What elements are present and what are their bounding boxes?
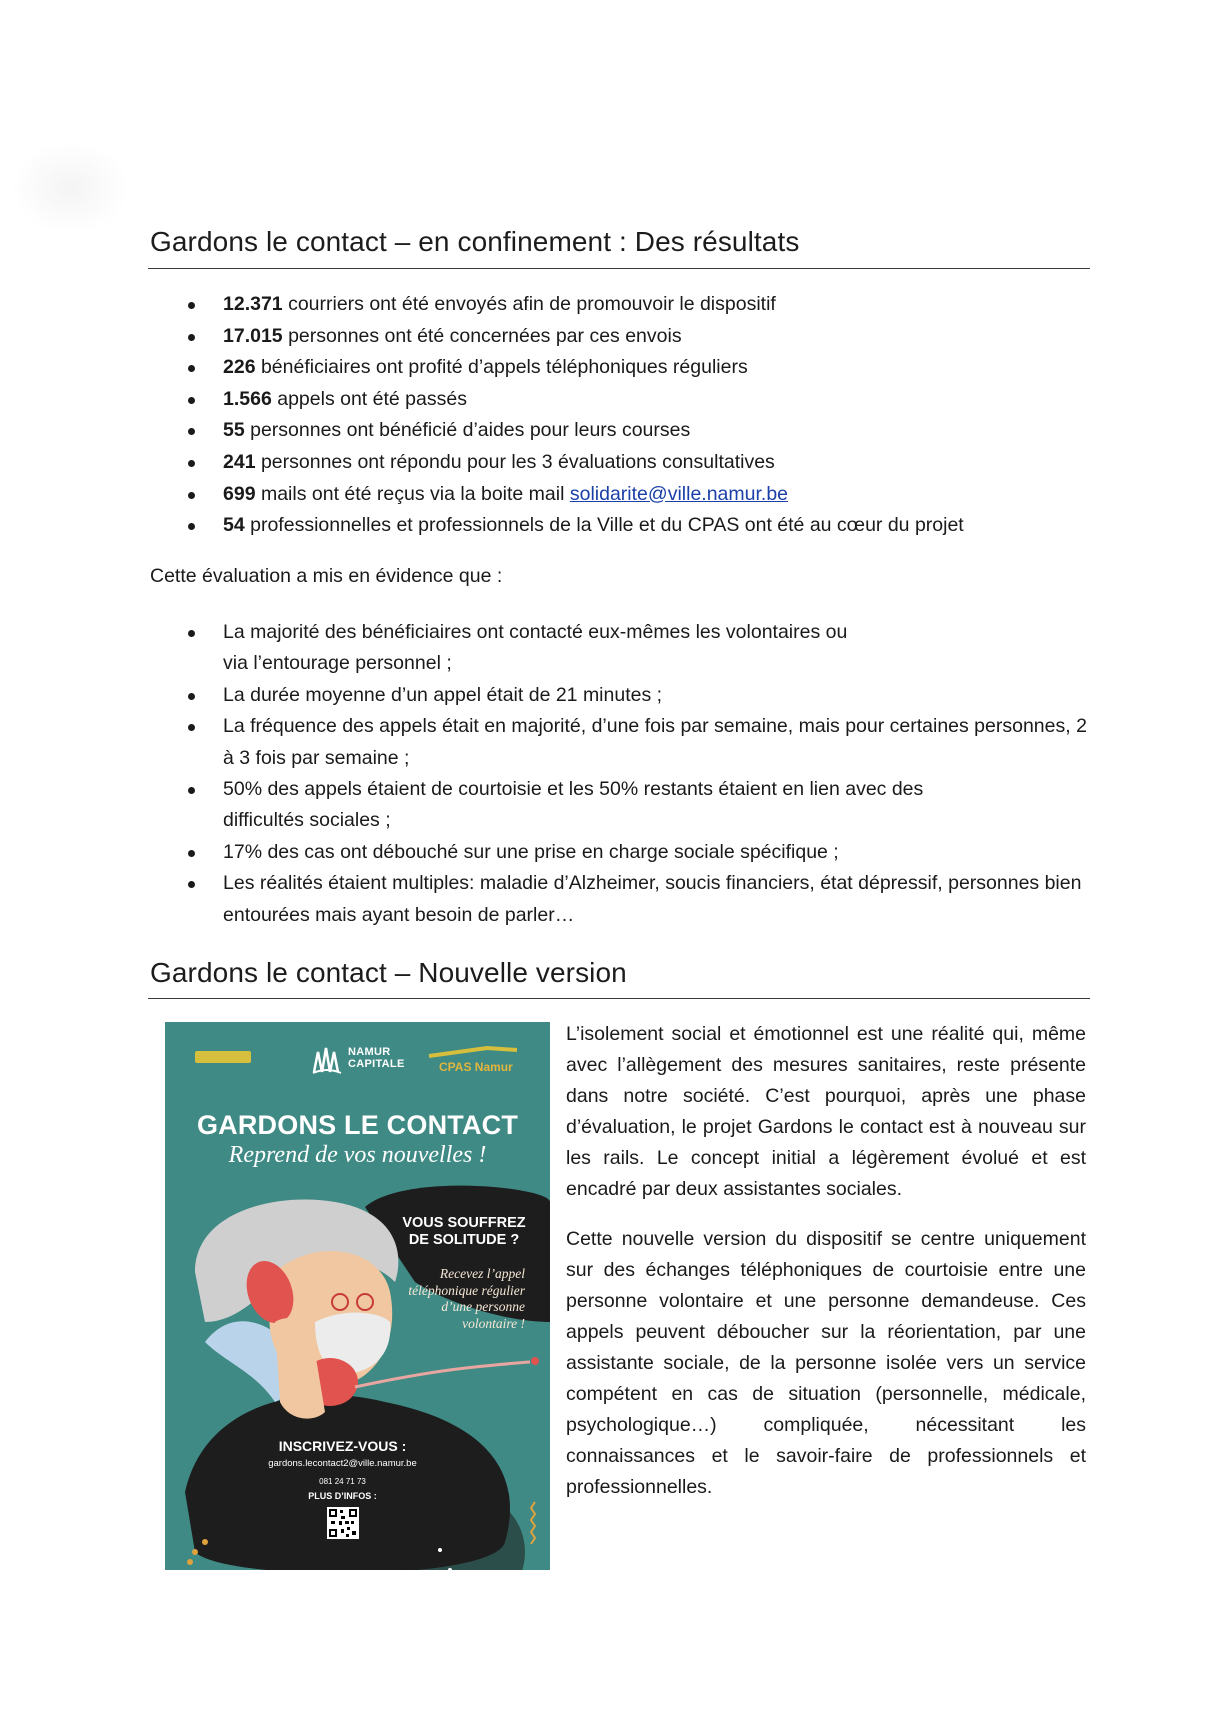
list-item: 226 bénéficiaires ont profité d’appels téléphoniques réguliers	[150, 352, 1090, 384]
campaign-poster	[165, 1022, 550, 1570]
section-title-new-version: Gardons le contact – Nouvelle version	[150, 957, 627, 988]
title-underline	[148, 998, 1090, 999]
poster-more-info: PLUS D’INFOS :	[308, 1491, 377, 1501]
section-title-results: Gardons le contact – en confinement : Des résultats	[150, 226, 800, 257]
paragraph: L’isolement social et émotionnel est une réalité qui, même avec l’allègement des mesures sanitaires, reste présente dans notre société. C’est pourquoi, après une phase d’évaluation, le projet Gardons le contact est à nouveau sur les rails. Le concept initial a légèrement évolué et est encadré par deux assistantes sociales.	[566, 1023, 1086, 1200]
list-item: 17% des cas ont débouché sur une prise en charge sociale spécifique ;	[150, 837, 1090, 868]
findings-list	[150, 617, 1090, 931]
email-link[interactable]: solidarite@ville.namur.be	[569, 482, 789, 505]
qr-code-icon	[327, 1507, 359, 1539]
list-item: Les réalités étaient multiples: maladie d’Alzheimer, soucis financiers, état dépressif, personnes bien entourées mais ayant besoin de parler…	[150, 868, 1090, 931]
poster-question: VOUS SOUFFREZ DE SOLITUDE ?	[402, 1215, 526, 1248]
partner-logo	[195, 1051, 251, 1063]
scan-artifact	[10, 140, 130, 235]
list-item: La majorité des bénéficiaires ont contacté eux-mêmes les volontaires ou via l’entourage personnel ;	[150, 617, 1090, 680]
cpas-logo: CPAS Namur	[427, 1042, 527, 1078]
namur-capitale-logo: NAMUR CAPITALE	[310, 1040, 410, 1080]
list-item: 1.566 appels ont été passés	[150, 384, 1090, 416]
results-list	[150, 289, 1090, 542]
list-item: 241 personnes ont répondu pour les 3 évaluations consultatives	[150, 447, 1090, 479]
poster-email: gardons.lecontact2@ville.namur.be	[268, 1458, 417, 1469]
list-item: 55 personnes ont bénéficié d’aides pour leurs courses	[150, 415, 1090, 447]
list-item: 54 professionnelles et professionnels de la Ville et du CPAS ont été au cœur du projet	[150, 510, 1090, 542]
list-item: La fréquence des appels était en majorité, d’une fois par semaine, mais pour certaines personnes, 2 à 3 fois par semaine ;	[150, 711, 1090, 774]
poster-subtitle: Reprend de vos nouvelles !	[228, 1142, 487, 1168]
list-item: La durée moyenne d’un appel était de 21 minutes ;	[150, 680, 1090, 711]
poster-offer: Recevez l’appel téléphonique régulier d’une personne volontaire !	[408, 1266, 525, 1331]
list-item: 12.371 courriers ont été envoyés afin de promouvoir le dispositif	[150, 289, 1090, 321]
poster-cta: INSCRIVEZ-VOUS :	[278, 1438, 407, 1454]
new-version-description	[566, 1019, 1086, 1522]
list-item: 17.015 personnes ont été concernées par ces envois	[150, 321, 1090, 353]
list-item: 699 mails ont été reçus via la boite mail solidarite@ville.namur.be	[150, 479, 1090, 511]
list-item: 50% des appels étaient de courtoisie et les 50% restants étaient en lien avec des difficultés sociales ;	[150, 774, 1090, 837]
poster-title: GARDONS LE CONTACT	[196, 1110, 519, 1140]
title-underline	[148, 268, 1090, 269]
evaluation-intro: Cette évaluation a mis en évidence que :	[150, 565, 503, 587]
paragraph: Cette nouvelle version du dispositif se centre uniquement sur des échanges téléphoniques de courtoisie entre une personne volontaire et une personne demandeuse. Ces appels peuvent déboucher sur la réorientation, par une assistante sociale, de la personne isolée vers un service compétent en cas de situation (personnelle, médicale, psychologique…) compliquée, nécessitant les connaissances et le savoir-faire de professionnels et professionnelles.	[566, 1228, 1086, 1498]
poster-phone: 081 24 71 73	[319, 1477, 366, 1486]
